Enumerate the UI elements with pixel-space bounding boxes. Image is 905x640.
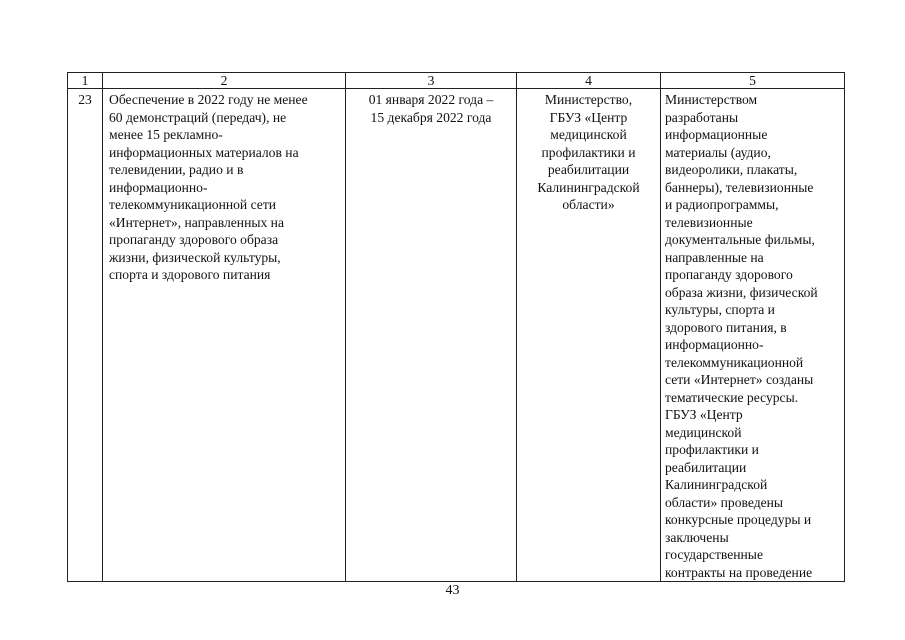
cell-text-line: 15 декабря 2022 года (370, 109, 492, 125)
cell-text-line: Калининградской (665, 477, 768, 492)
cell-text-line: профилактики и (541, 144, 636, 160)
header-col-3: 3 (346, 73, 517, 89)
header-col-1: 1 (68, 73, 103, 89)
cell-text-line: ГБУЗ «Центр (549, 109, 628, 125)
cell-text-line: ГБУЗ «Центр (665, 407, 743, 422)
cell-text-line: жизни, физической культуры, (109, 249, 281, 265)
cell-text-line: медицинской (550, 127, 627, 142)
cell-text-line: 01 января 2022 года – (368, 92, 494, 107)
header-col-2: 2 (103, 73, 346, 89)
cell-text-line: телекоммуникационной сети (109, 197, 277, 212)
cell-text-line: телевизионные (665, 214, 753, 230)
table-row (68, 89, 845, 582)
cell-text-line: направленные на (665, 249, 764, 265)
cell-text-line: баннеры), телевизионные (665, 179, 814, 195)
cell-text-line: пропаганду здорового (665, 267, 793, 282)
cell-text-line: материалы (аудио, (665, 144, 771, 160)
cell-text-line: 60 демонстраций (передач), не (109, 109, 287, 125)
cell-text-line: реабилитации (547, 162, 630, 177)
executor-cell (517, 89, 661, 582)
header-col-4: 4 (517, 73, 661, 89)
cell-text-line: медицинской (665, 424, 742, 440)
cell-text-line: телекоммуникационной (665, 354, 804, 370)
cell-text-line: здорового питания, в (665, 319, 787, 335)
cell-text-line: информационные (665, 127, 768, 142)
cell-text-line: менее 15 рекламно- (109, 127, 223, 142)
cell-text-line: Министерство, (544, 92, 633, 107)
cell-text-line: контракты на проведение (665, 564, 813, 580)
cell-text-line: разработаны (665, 109, 739, 125)
result-cell (661, 89, 845, 582)
cell-text-line: государственные (665, 547, 763, 562)
page-number: 43 (445, 583, 460, 598)
cell-text-line: заключены (665, 529, 729, 545)
cell-text-line: «Интернет», направленных на (109, 214, 284, 230)
document-table (67, 72, 845, 582)
cell-text-line: спорта и здорового питания (109, 267, 271, 282)
header-col-5: 5 (661, 73, 845, 89)
cell-text-line: образа жизни, физической (665, 284, 818, 300)
cell-text-line: Министерством (665, 92, 758, 107)
cell-text-line: профилактики и (665, 442, 759, 457)
cell-text-line: документальные фильмы, (665, 232, 815, 247)
cell-text-line: области» проведены (665, 494, 784, 510)
row-number-cell (68, 89, 103, 582)
header-row (68, 73, 845, 89)
cell-text-line: сети «Интернет» созданы (665, 372, 814, 387)
cell-text-line: области» (562, 197, 615, 212)
period-cell (346, 89, 517, 582)
cell-text-line: Калининградской (537, 179, 640, 195)
cell-text-line: и радиопрограммы, (665, 197, 779, 212)
cell-text-line: культуры, спорта и (665, 302, 775, 317)
cell-text-line: тематические ресурсы. (665, 389, 799, 405)
cell-text-line: видеоролики, плакаты, (665, 162, 798, 177)
cell-text-line: Обеспечение в 2022 году не менее (109, 92, 308, 107)
cell-text-line: конкурсные процедуры и (665, 512, 812, 527)
cell-text-line: информационно- (109, 179, 208, 195)
measure-cell (103, 89, 346, 582)
row-number: 23 (78, 92, 92, 107)
cell-text-line: информационно- (665, 337, 764, 352)
cell-text-line: телевидении, радио и в (109, 162, 244, 177)
cell-text-line: реабилитации (665, 459, 747, 475)
cell-text-line: пропаганду здорового образа (109, 232, 279, 247)
cell-text-line: информационных материалов на (109, 144, 299, 160)
